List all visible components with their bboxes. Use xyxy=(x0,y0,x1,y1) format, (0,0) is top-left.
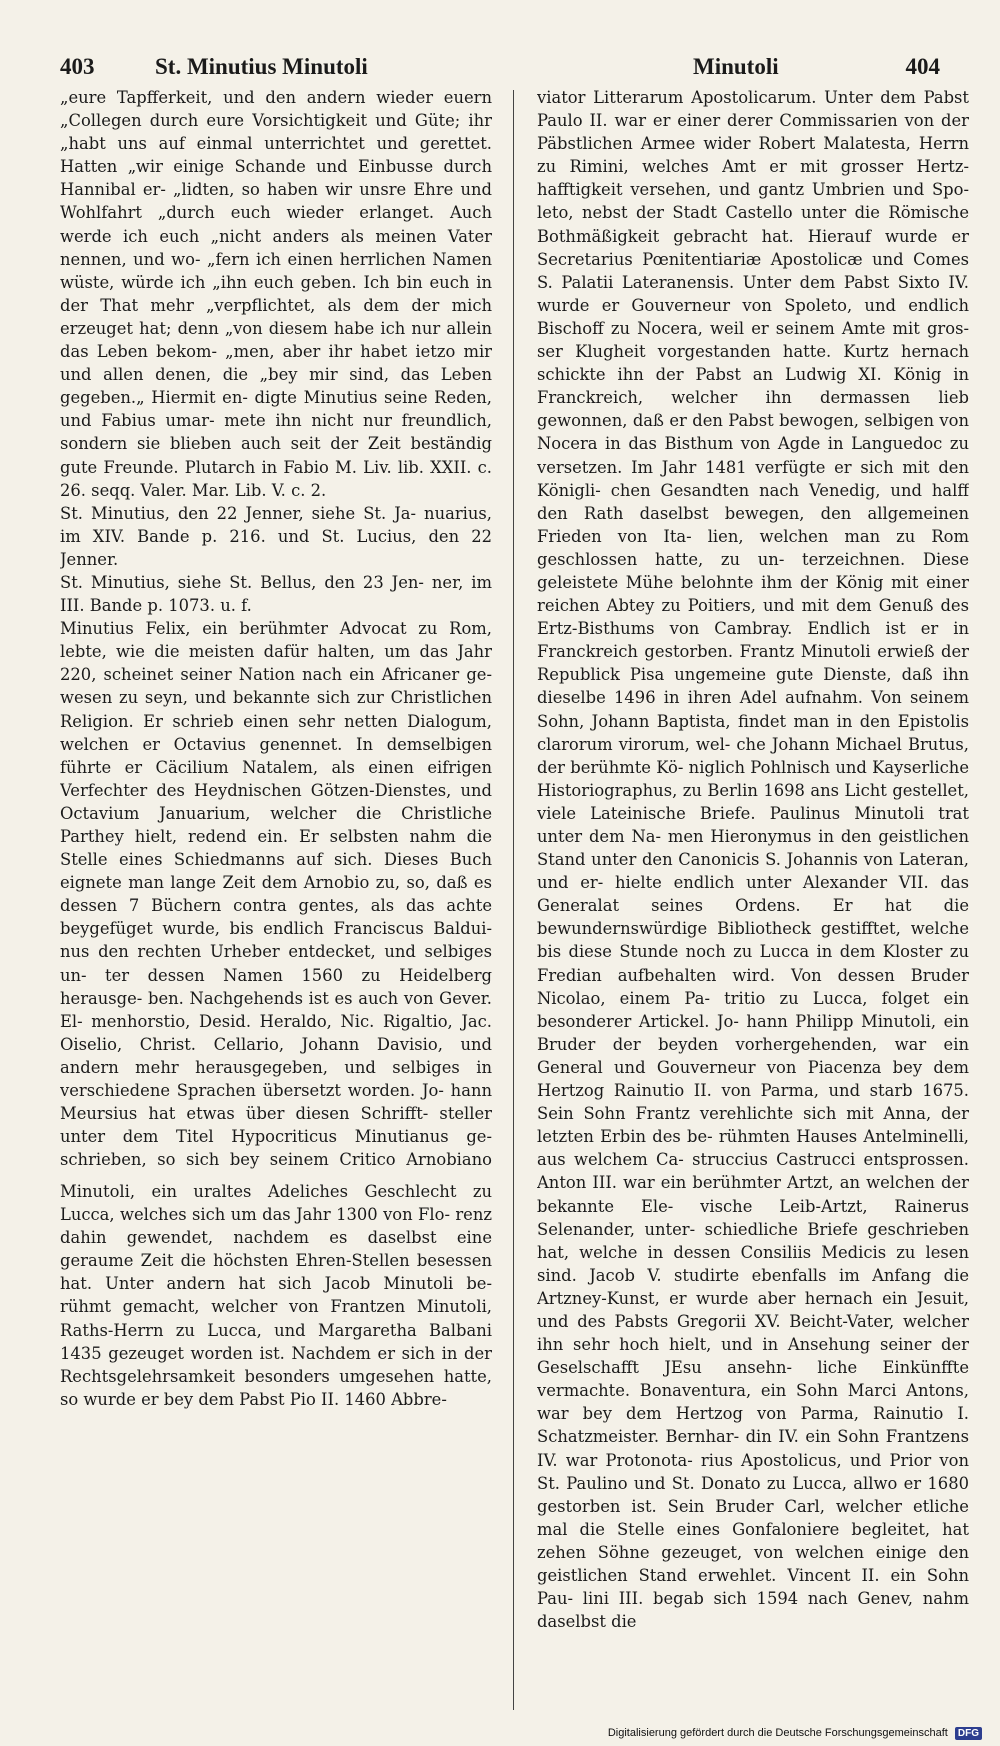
left-running-title: St. Minutius Minutoli xyxy=(155,54,368,79)
running-header xyxy=(60,48,940,86)
digitization-footer xyxy=(608,1727,982,1740)
right-column-text: viator Litterarum Apostolicarum. Unter dem Pabst Paulo II. war er einer derer Commissarien von der Päbstlichen Armee wider Robert Malatesta, Herrn zu Rimini, welches Amt er mit grosser Hertz- hafftigkeit versehen, und gantz Umbrien und Spo- leto, nebst der Stadt Castello unter die Römische Bothmäßigkeit gebracht hat. Hierauf wurde er Secretarius Pœnitentiariæ Apostolicæ und Comes S. Palatii Lateranensis. Unter dem Pabst Sixto IV. wurde er Gouverneur von Spoleto, und endlich Bischoff zu Nocera, weil er seinem Amte mit gros- ser Klugheit vorgestanden hatte. Kurtz hernach schickte ihn der Pabst an Ludwig XI. König in Franckreich, welcher ihn dermassen lieb gewonnen, daß er den Pabst bewogen, selbigen von Nocera in das Bisthum von Agde in Languedoc zu versetzen. Im Jahr 1481 verfügte er sich mit den Königli- chen Gesandten nach Venedig, und halff den Rath daselbst bewegen, den allgemeinen Frieden von Ita- lien, welchen man zu Rom geschlossen hatte, zu un- terzeichnen. Diese geleistete Mühe belohnte ihm der König mit einer reichen Abtey zu Poitiers, und mit dem Genuß des Ertz-Bisthums von Cambray. Endlich ist er in Franckreich gestorben. Frantz Minutoli erwieß der Republick Pisa ungemeine gute Dienste, daß ihn dieselbe 1496 in ihren Adel aufnahm. Von seinem Sohn, Johann Baptista, findet man in den Epistolis clarorum virorum, wel- che Johann Michael Brutus, der berühmte Kö- niglich Pohlnisch und Kayserliche Historiographus, zu Berlin 1698 ans Licht gestellet, viele Lateinische Briefe. Paulinus Minutoli trat unter dem Na- men Hieronymus in den geistlichen Stand unter den Canonicis S. Johannis von Lateran, und er- hielte endlich unter Alexander VII. das Generalat seines Ordens. Er hat die bewundernswürdige Bibliotheck gestifftet, welche bis diese Stunde noch zu Lucca in dem Kloster zu Fredian aufbehalten wird. Von dessen Bruder Nicolao, einem Pa- tritio zu Lucca, folget ein besonderer Artickel. Jo- hann Philipp Minutoli, ein Bruder der beyden vorhergehenden, war ein General und Gouverneur von Piacenza bey dem Hertzog Rainutio II. von Parma, und starb 1675. Sein Sohn Frantz verehlichte sich mit Anna, der letzten Erbin des be- rühmten Hauses Antelminelli, aus welchem Ca- struccius Castrucci entsprossen. Anton III. war ein berühmter Artzt, an welchen der bekannte Ele- vische Leib-Artzt, Rainerus Selenander, unter- schiedliche Briefe geschrieben hat, welche in dessen Consiliis Medicis zu lesen sind. Jacob V. studirte ebenfalls im Anfang die Artzney-Kunst, er wurde aber hernach ein Jesuit, und des Pabsts Gregorii XV. Beicht-Vater, welcher ihn sehr hoch hielt, und in Ansehung seiner der Geselschafft JEsu ansehn- liche Einkünffte vermachte. Bonaventura, ein Sohn Marci Antons, war bey dem Hertzog von Parma, Rainutio I. Schatzmeister. Bernhar- din IV. ein Sohn Frantzens IV. war Protonota- rius Apostolicus, und Prior von St. Paulino und St. Donato zu Lucca, allwo er 1680 gestorben ist. Sein Bruder Carl, welcher etliche mal die Stelle eines Gonfaloniere begleitet, hat zehen Söhne gezeuget, von welchen einige den geistlichen Stand erwehlet. Vincent II. ein Sohn Pau- lini III. begab sich 1594 nach Genev, nahm daselbst die xyxy=(537,88,969,1632)
left-column-text-part2: Minutoli, ein uraltes Adeliches Geschlecht zu Lucca, welches sich um das Jahr 1300 von Flo- renz dahin gewendet, nachdem es daselbst eine geraume Zeit die höchsten Ehren-Stellen besessen hat. Unter andern hat sich Jacob Minutoli be- rühmt gemacht, welcher von Frantzen Minutoli, Raths-Herrn zu Lucca, und Margaretha Balbani 1435 gezeuget worden ist. Nachdem er sich in der Rechtsgelehrsamkeit besonders umgesehen hatte, so wurde er bey dem Pabst Pio II. 1460 Abbre- xyxy=(60,1182,492,1409)
right-running-title: Minutoli xyxy=(693,54,779,79)
footer-text: Digitalisierung gefördert durch die Deutsche Forschungsgemeinschaft xyxy=(607,1727,948,1739)
column-divider xyxy=(513,90,514,1710)
dfg-logo: DFG xyxy=(955,1727,982,1740)
left-column-text-part1: „eure Tapfferkeit, und den andern wieder euern „Collegen durch eure Vorsichtigkeit und Güte; ihr „habt uns auf einmal unterrichtet und gerettet. Hatten „wir einige Schande und Einbusse durch Hannibal er- „lidten, so haben wir unsre Ehre und Wohlfahrt „durch euch wieder erlanget. Auch werde ich euch „nicht anders als meinen Vater nennen, und wo- „fern ich einen herrlichen Namen wüste, würde ich „ihn euch geben. Ich bin euch in der That mehr „verpflichtet, als dem der mich erzeuget hat; denn „von diesem habe ich nur allein das Leben bekom- „men, aber ihr habet ietzo mir und allen denen, die „bey mir sind, das Leben gegeben.„ Hiermit en- digte Minutius seine Reden, und Fabius umar- mete ihn nicht nur freundlich, sondern sie blieben auch seit der Zeit beständig gute Freunde. Plutarch in Fabio M. Liv. lib. XXII. c. 26. seqq. Valer. Mar. Lib. V. c. 2. St. Minutius, den 22 Jenner, siehe St. Ja- nuarius, im XIV. Bande p. 216. und St. Lucius, den 22 Jenner. St. Minutius, siehe St. Bellus, den 23 Jen- ner, im III. Bande p. 1073. u. f. Minutius Felix, ein berühmter Advocat zu Rom, lebte, wie die meisten dafür halten, um das Jahr 220, scheinet seiner Nation nach ein Africaner ge- wesen zu seyn, und bekannte sich zur Christlichen Religion. Er schrieb einen sehr netten Dialogum, welchen er Octavius genennet. In demselbigen führte er Cäcilium Natalem, als einen eifrigen Verfechter des Heydnischen Götzen-Dienstes, und Octavium Januarium, welcher die Christliche Parthey hielt, redend ein. Er selbsten nahm die Stelle eines Schiedmanns auf sich. Dieses Buch eignete man lange Zeit dem Arnobio zu, so, daß es dessen 7 Büchern contra gentes, als das achte beygefüget wurde, bis endlich Franciscus Baldui- nus den rechten Urheber entdecket, und selbiges un- ter dessen Namen 1560 zu Heidelberg herausge- ben. Nachgehends ist es auch von Gever. El- menhorstio, Desid. Heraldo, Nic. Rigaltio, Jac. Oiselio, Christ. Cellario, Johann Davisio, und andern mehr herausgegeben, und selbiges in verschiedene Sprachen übersetzt worden. Jo- hann Meursius hat etwas über diesen Schrifft- steller unter dem Titel Hypocriticus Minutianus ge- schrieben, so sich bey seinem Critico Arnobiano xyxy=(60,88,492,1170)
right-page-number: 404 xyxy=(905,54,940,79)
left-page-number: 403 xyxy=(60,54,95,79)
